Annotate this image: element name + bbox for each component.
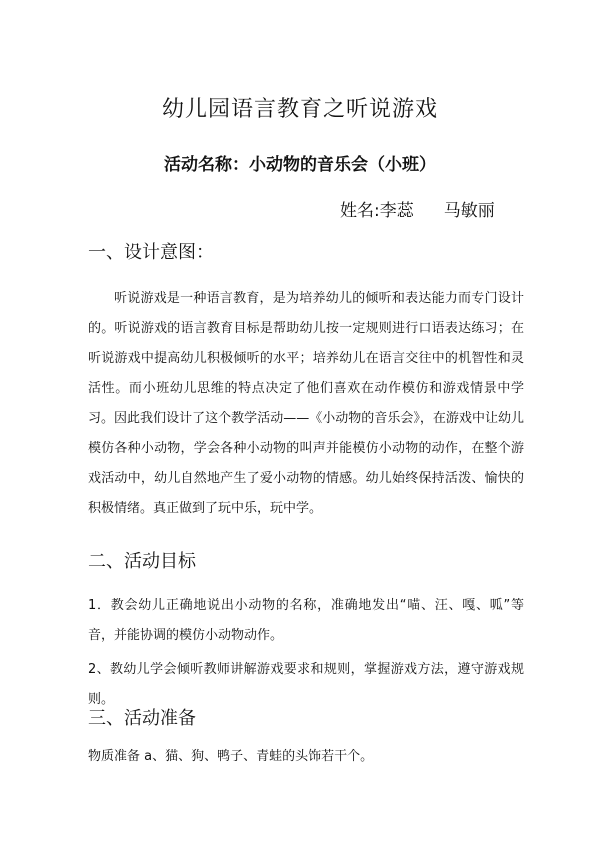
goal-item-1: 1．教会幼儿正确地说出小动物的名称，准确地发出“喵、汪、嘎、呱”等音，并能协调的模仿小动物动作。: [88, 598, 524, 643]
goal-item-2: 2、教幼儿学会倾听教师讲解游戏要求和规则，掌握游戏方法，遵守游戏规则。: [88, 662, 524, 707]
author-name-1: 姓名:李蕊: [340, 201, 414, 221]
preparation-paragraph: 物质准备 a、猫、狗、鸭子、青蛙的头饰若干个。: [88, 749, 374, 764]
author-name-2: 马敏丽: [443, 201, 495, 221]
page-title: 幼儿园语言教育之听说游戏: [161, 97, 438, 122]
section-heading-design-intent: 一、设计意图：: [88, 242, 214, 263]
author-line: [340, 196, 495, 221]
section-heading-preparation: 三、活动准备: [88, 708, 196, 729]
activity-name: 活动名称：小动物的音乐会（小班）: [164, 155, 436, 175]
design-intent-paragraph: 听说游戏是一种语言教育，是为培养幼儿的倾听和表达能力而专门设计的。听说游戏的语言教育目标是帮助幼儿按一定规则进行口语表达练习；在听说游戏中提高幼儿积极倾听的水平；培养幼儿在语言交往中的机智性和灵活性。而小班幼儿思维的特点决定了他们喜欢在动作模仿和游戏情景中学习。因此我们设计了这个教学活动——《小动物的音乐会》，在游戏中让幼儿模仿各种小动物，学会各种小动物的叫声并能模仿小动物的动作，在整个游戏活动中，幼儿自然地产生了爱小动物的情感。幼儿始终保持活泼、愉快的积极情绪。真正做到了玩中乐，玩中学。: [88, 291, 524, 516]
section-heading-goals: 二、活动目标: [88, 551, 196, 572]
